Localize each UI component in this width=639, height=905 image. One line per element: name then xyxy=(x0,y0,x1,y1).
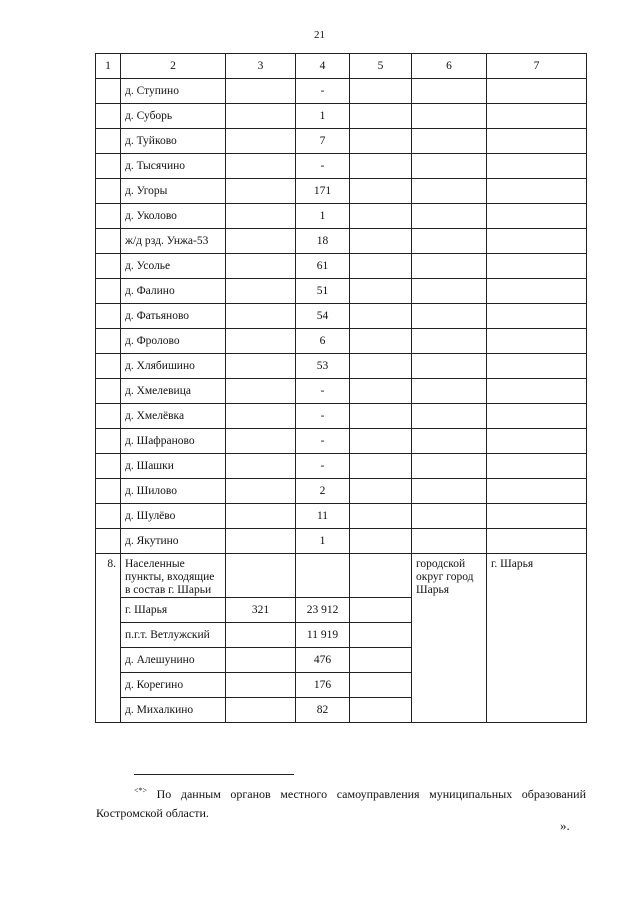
cell-section-number: 8. xyxy=(96,554,121,723)
cell-center xyxy=(487,504,587,529)
cell-municipality xyxy=(412,329,487,354)
cell-settlement: п.г.т. Ветлужский xyxy=(121,623,226,648)
cell-center xyxy=(487,104,587,129)
cell-settlement: ж/д рзд. Унжа-53 xyxy=(121,229,226,254)
cell-settlement: д. Шилово xyxy=(121,479,226,504)
section-8-row xyxy=(96,554,587,598)
cell-population: 6 xyxy=(296,329,350,354)
cell-population: 1 xyxy=(296,104,350,129)
cell-settlement: д. Алешунино xyxy=(121,648,226,673)
table-row xyxy=(96,279,587,304)
cell-settlement: д. Михалкино xyxy=(121,698,226,723)
cell-center xyxy=(487,379,587,404)
cell-col3: 321 xyxy=(226,598,296,623)
column-header: 5 xyxy=(350,54,412,79)
cell-col3 xyxy=(226,479,296,504)
closing-quote: ». xyxy=(560,818,570,833)
cell-population xyxy=(296,554,350,598)
table-row xyxy=(96,404,587,429)
table-header-row xyxy=(96,54,587,79)
cell-center xyxy=(487,304,587,329)
cell-col5 xyxy=(350,673,412,698)
cell-col5 xyxy=(350,279,412,304)
cell-settlement: д. Фатьяново xyxy=(121,304,226,329)
cell-col5 xyxy=(350,529,412,554)
cell-col3 xyxy=(226,254,296,279)
cell-col5 xyxy=(350,179,412,204)
table-row xyxy=(96,304,587,329)
table-row xyxy=(96,379,587,404)
footnote-separator xyxy=(134,774,294,775)
cell-number xyxy=(96,404,121,429)
table-row xyxy=(96,79,587,104)
cell-number xyxy=(96,279,121,304)
column-header: 3 xyxy=(226,54,296,79)
cell-center xyxy=(487,479,587,504)
cell-settlement: д. Хлябишино xyxy=(121,354,226,379)
cell-col5 xyxy=(350,354,412,379)
cell-col3 xyxy=(226,279,296,304)
cell-settlement: г. Шарья xyxy=(121,598,226,623)
cell-municipality xyxy=(412,454,487,479)
cell-col3 xyxy=(226,304,296,329)
cell-settlement: д. Фролово xyxy=(121,329,226,354)
cell-col3 xyxy=(226,404,296,429)
cell-col3 xyxy=(226,104,296,129)
cell-settlement: д. Уколово xyxy=(121,204,226,229)
cell-col3 xyxy=(226,454,296,479)
cell-col3 xyxy=(226,129,296,154)
table-row xyxy=(96,454,587,479)
cell-number xyxy=(96,154,121,179)
column-header: 1 xyxy=(96,54,121,79)
table-row xyxy=(96,154,587,179)
cell-settlement: д. Шафраново xyxy=(121,429,226,454)
table-row xyxy=(96,504,587,529)
cell-col5 xyxy=(350,229,412,254)
cell-center xyxy=(487,154,587,179)
settlements-table xyxy=(95,53,587,723)
cell-col3 xyxy=(226,354,296,379)
cell-col3 xyxy=(226,229,296,254)
cell-col5 xyxy=(350,329,412,354)
cell-number xyxy=(96,79,121,104)
cell-col3 xyxy=(226,204,296,229)
footnote-marker: <*> xyxy=(134,786,148,795)
page-number: 21 xyxy=(314,29,325,41)
cell-col3 xyxy=(226,154,296,179)
cell-settlement: д. Тысячино xyxy=(121,154,226,179)
cell-col5 xyxy=(350,79,412,104)
cell-municipality xyxy=(412,354,487,379)
cell-center xyxy=(487,354,587,379)
cell-col5 xyxy=(350,154,412,179)
cell-municipality xyxy=(412,279,487,304)
cell-number xyxy=(96,529,121,554)
cell-population: 61 xyxy=(296,254,350,279)
column-header: 6 xyxy=(412,54,487,79)
cell-population: 53 xyxy=(296,354,350,379)
cell-settlement: д. Хмелевица xyxy=(121,379,226,404)
cell-settlement: д. Суборь xyxy=(121,104,226,129)
cell-municipality xyxy=(412,404,487,429)
cell-population: 176 xyxy=(296,673,350,698)
cell-col3 xyxy=(226,673,296,698)
cell-municipality: городской округ город Шарья xyxy=(412,554,487,723)
cell-number xyxy=(96,504,121,529)
table-row xyxy=(96,354,587,379)
cell-number xyxy=(96,254,121,279)
table-row xyxy=(96,479,587,504)
cell-number xyxy=(96,454,121,479)
cell-col3 xyxy=(226,529,296,554)
cell-center xyxy=(487,404,587,429)
cell-settlement: д. Фалино xyxy=(121,279,226,304)
cell-population: 171 xyxy=(296,179,350,204)
cell-settlement: д. Ступино xyxy=(121,79,226,104)
cell-col5 xyxy=(350,304,412,329)
cell-municipality xyxy=(412,79,487,104)
cell-settlement: д. Хмелёвка xyxy=(121,404,226,429)
cell-center: г. Шарья xyxy=(487,554,587,723)
cell-population: 51 xyxy=(296,279,350,304)
cell-col5 xyxy=(350,404,412,429)
cell-col5 xyxy=(350,379,412,404)
cell-col5 xyxy=(350,429,412,454)
cell-population: 1 xyxy=(296,529,350,554)
cell-center xyxy=(487,454,587,479)
cell-number xyxy=(96,179,121,204)
column-header: 7 xyxy=(487,54,587,79)
column-header: 2 xyxy=(121,54,226,79)
column-header: 4 xyxy=(296,54,350,79)
cell-number xyxy=(96,229,121,254)
table-row xyxy=(96,329,587,354)
cell-center xyxy=(487,279,587,304)
cell-settlement: д. Шулёво xyxy=(121,504,226,529)
cell-population: - xyxy=(296,454,350,479)
cell-number xyxy=(96,479,121,504)
cell-col5 xyxy=(350,648,412,673)
cell-col3 xyxy=(226,648,296,673)
cell-col3 xyxy=(226,179,296,204)
cell-municipality xyxy=(412,154,487,179)
cell-population: - xyxy=(296,79,350,104)
cell-municipality xyxy=(412,104,487,129)
cell-municipality xyxy=(412,429,487,454)
table-row xyxy=(96,429,587,454)
cell-municipality xyxy=(412,504,487,529)
cell-population: 11 xyxy=(296,504,350,529)
cell-col5 xyxy=(350,623,412,648)
cell-center xyxy=(487,329,587,354)
table-row xyxy=(96,529,587,554)
cell-col3 xyxy=(226,379,296,404)
cell-settlement: д. Корегино xyxy=(121,673,226,698)
cell-col5 xyxy=(350,479,412,504)
cell-municipality xyxy=(412,304,487,329)
cell-col5 xyxy=(350,504,412,529)
cell-municipality xyxy=(412,204,487,229)
table-row xyxy=(96,179,587,204)
cell-population: 7 xyxy=(296,129,350,154)
cell-col5 xyxy=(350,254,412,279)
cell-number xyxy=(96,304,121,329)
cell-col5 xyxy=(350,104,412,129)
cell-municipality xyxy=(412,254,487,279)
table-row xyxy=(96,204,587,229)
cell-col3 xyxy=(226,698,296,723)
cell-center xyxy=(487,79,587,104)
cell-population: 1 xyxy=(296,204,350,229)
cell-number xyxy=(96,129,121,154)
cell-number xyxy=(96,354,121,379)
cell-municipality xyxy=(412,129,487,154)
cell-col3 xyxy=(226,504,296,529)
footnote xyxy=(96,781,586,823)
cell-col3 xyxy=(226,554,296,598)
cell-col5 xyxy=(350,554,412,598)
cell-municipality xyxy=(412,229,487,254)
table-row xyxy=(96,229,587,254)
cell-municipality xyxy=(412,479,487,504)
cell-settlement: д. Туйково xyxy=(121,129,226,154)
cell-col5 xyxy=(350,598,412,623)
cell-settlement: д. Якутино xyxy=(121,529,226,554)
cell-col5 xyxy=(350,454,412,479)
cell-number xyxy=(96,104,121,129)
cell-number xyxy=(96,379,121,404)
cell-settlement: д. Шашки xyxy=(121,454,226,479)
cell-center xyxy=(487,204,587,229)
cell-col3 xyxy=(226,429,296,454)
cell-center xyxy=(487,529,587,554)
cell-number xyxy=(96,204,121,229)
cell-center xyxy=(487,179,587,204)
cell-population: 82 xyxy=(296,698,350,723)
cell-population: - xyxy=(296,404,350,429)
cell-col5 xyxy=(350,204,412,229)
cell-population: - xyxy=(296,379,350,404)
cell-municipality xyxy=(412,179,487,204)
cell-number xyxy=(96,329,121,354)
cell-population: 476 xyxy=(296,648,350,673)
cell-center xyxy=(487,254,587,279)
cell-col3 xyxy=(226,79,296,104)
cell-center xyxy=(487,229,587,254)
cell-col5 xyxy=(350,129,412,154)
cell-col3 xyxy=(226,623,296,648)
cell-population: - xyxy=(296,154,350,179)
cell-population: 23 912 xyxy=(296,598,350,623)
table-row xyxy=(96,254,587,279)
cell-settlement: д. Усолье xyxy=(121,254,226,279)
table-row xyxy=(96,129,587,154)
footnote-text: По данным органов местного самоуправления муниципальных образований Костромской области. xyxy=(96,787,586,820)
cell-population: 54 xyxy=(296,304,350,329)
cell-municipality xyxy=(412,529,487,554)
cell-population: 2 xyxy=(296,479,350,504)
cell-center xyxy=(487,429,587,454)
cell-settlement: д. Угоры xyxy=(121,179,226,204)
cell-population: 11 919 xyxy=(296,623,350,648)
cell-municipality xyxy=(412,379,487,404)
table-row xyxy=(96,104,587,129)
cell-population: - xyxy=(296,429,350,454)
cell-section-title: Населенные пункты, входящие в состав г. Шарьи xyxy=(121,554,226,598)
cell-population: 18 xyxy=(296,229,350,254)
cell-number xyxy=(96,429,121,454)
cell-col5 xyxy=(350,698,412,723)
cell-col3 xyxy=(226,329,296,354)
cell-center xyxy=(487,129,587,154)
